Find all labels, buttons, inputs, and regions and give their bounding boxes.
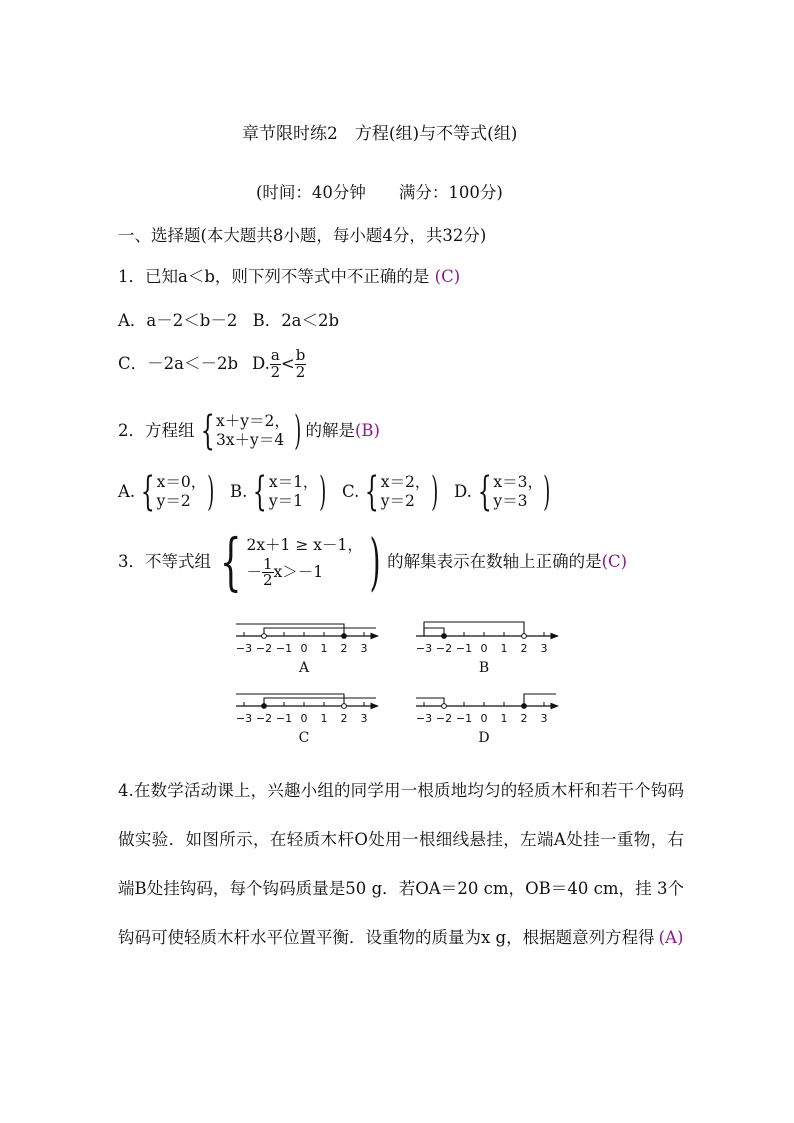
tick-label: −3 <box>415 712 433 725</box>
solution-bracket <box>424 628 444 636</box>
number-line-figures <box>230 610 570 750</box>
tick-label: 0 <box>300 642 308 655</box>
q2-suffix: 的解是 <box>305 421 355 441</box>
solution-bracket <box>424 622 524 636</box>
right-paren-icon: ) <box>206 469 214 515</box>
figure-label: B <box>478 660 490 676</box>
page-subtitle: (时间：40分钟 满分：100分) <box>256 183 503 202</box>
open-dot <box>342 704 347 709</box>
q2-option-b: B. { x＝1， y＝1 ) <box>230 469 327 515</box>
tick-label: 1 <box>500 642 508 655</box>
solution-bracket <box>264 628 376 636</box>
solution-bracket <box>524 694 556 706</box>
q2-option-a: A. { x＝0， y＝2 ) <box>118 469 214 515</box>
number-line-b <box>416 622 558 676</box>
tick-label: −2 <box>255 712 273 725</box>
right-paren-icon: ) <box>543 469 551 515</box>
tick-label: 3 <box>360 642 368 655</box>
tick-label: −1 <box>275 712 293 725</box>
tick-label: −1 <box>455 712 473 725</box>
q1-options-row1 <box>118 311 339 331</box>
q1-option-c: C．－2a＜－2b <box>118 354 239 374</box>
question-1 <box>118 267 460 287</box>
tick-label: 0 <box>480 642 488 655</box>
q3-answer: (C) <box>601 552 628 572</box>
page-title: 章节限时练2 方程(组)与不等式(组) <box>242 124 518 144</box>
tick-label: 2 <box>340 712 348 725</box>
tick-label: −1 <box>275 642 293 655</box>
q1-option-b: B．2a＜2b <box>252 311 340 330</box>
left-brace-icon: { <box>200 408 215 454</box>
q2-equation-system: { x＋y＝2， 3x＋y＝4 ) <box>200 408 302 454</box>
tick-label: −3 <box>235 642 253 655</box>
number-line-a <box>236 624 378 676</box>
right-paren-icon: ) <box>431 469 439 515</box>
q3-inequality-system: { 2x＋1 ≥ x－1， － $\frac{1}{2}$ x＞－1 ) <box>219 525 381 598</box>
tick-label: 1 <box>500 712 508 725</box>
tick-label: 1 <box>320 712 328 725</box>
tick-label: −3 <box>415 642 433 655</box>
tick-label: 3 <box>540 712 548 725</box>
solution-bracket <box>264 698 376 706</box>
open-dot <box>522 634 527 639</box>
section-heading: 一、选择题(本大题共8小题，每小题4分，共32分) <box>118 226 487 245</box>
tick-label: 0 <box>480 712 488 725</box>
q2-option-d: D. { x＝3， y＝3 ) <box>454 469 551 515</box>
q3-suffix: 的解集表示在数轴上正确的是 <box>387 552 602 572</box>
tick-label: 2 <box>340 642 348 655</box>
q4-text: 4.在数学活动课上，兴趣小组的同学用一根质地均匀的轻质木杆和若干个钩码做实验．如图所示，在轻质木杆O处用一根细线悬挂，左端A处挂一重物，右端B处挂钩码，每个钩码质量是50 g．若OA＝20 cm，OB＝40 cm，挂 3个 钩码可使轻质木杆水平位置平衡．设重物的质量为x g，根据题意列方程得 <box>118 781 684 947</box>
fraction-a-over-2: $\frac{a}{2}$ <box>270 346 281 381</box>
closed-dot <box>262 704 267 709</box>
q2-prefix: 2．方程组 <box>118 421 195 441</box>
number-line-d <box>416 694 558 746</box>
tick-label: 3 <box>360 712 368 725</box>
right-paren-icon: ) <box>369 525 381 598</box>
closed-dot <box>442 634 447 639</box>
tick-label: 2 <box>520 642 528 655</box>
left-brace-icon: { <box>219 525 242 598</box>
tick-label: 3 <box>540 642 548 655</box>
tick-label: 1 <box>320 642 328 655</box>
left-brace-icon: { <box>365 469 380 515</box>
q1-options-row2 <box>118 348 306 381</box>
closed-dot <box>342 634 347 639</box>
solution-bracket <box>416 698 444 706</box>
q2-option-c: C. { x＝2， y＝2 ) <box>342 469 439 515</box>
q1-answer: (C) <box>434 267 461 286</box>
left-brace-icon: { <box>477 469 492 515</box>
tick-label: −3 <box>235 712 253 725</box>
q2-options <box>118 469 566 515</box>
q2-answer: (B) <box>354 421 380 441</box>
q1-option-a: A．a－2＜b－2 <box>118 311 238 330</box>
solution-bracket <box>236 624 344 636</box>
left-brace-icon: { <box>253 469 268 515</box>
figure-label: C <box>298 730 310 746</box>
closed-dot <box>522 704 527 709</box>
figure-label: D <box>478 730 490 746</box>
q1-stem: 1．已知a＜b，则下列不等式中不正确的是 <box>118 267 430 286</box>
tick-label: −2 <box>255 642 273 655</box>
fraction-b-over-2: $\frac{b}{2}$ <box>295 346 306 381</box>
tick-label: 2 <box>520 712 528 725</box>
open-dot <box>262 634 267 639</box>
right-paren-icon: ) <box>294 408 302 454</box>
figure-label: A <box>298 660 310 676</box>
tick-label: −1 <box>455 642 473 655</box>
question-2 <box>118 408 380 454</box>
question-4 <box>118 766 684 962</box>
solution-bracket <box>236 694 344 706</box>
q1-option-d: D. $\frac{a}{2}$ < $\frac{b}{2}$ <box>252 346 306 381</box>
number-line-c <box>236 694 378 746</box>
q3-prefix: 3．不等式组 <box>118 552 211 572</box>
right-paren-icon: ) <box>319 469 327 515</box>
question-3 <box>118 525 628 598</box>
q4-answer: (A) <box>658 928 684 947</box>
open-dot <box>442 704 447 709</box>
tick-label: −2 <box>435 642 453 655</box>
left-brace-icon: { <box>140 469 155 515</box>
tick-label: 0 <box>300 712 308 725</box>
tick-label: −2 <box>435 712 453 725</box>
